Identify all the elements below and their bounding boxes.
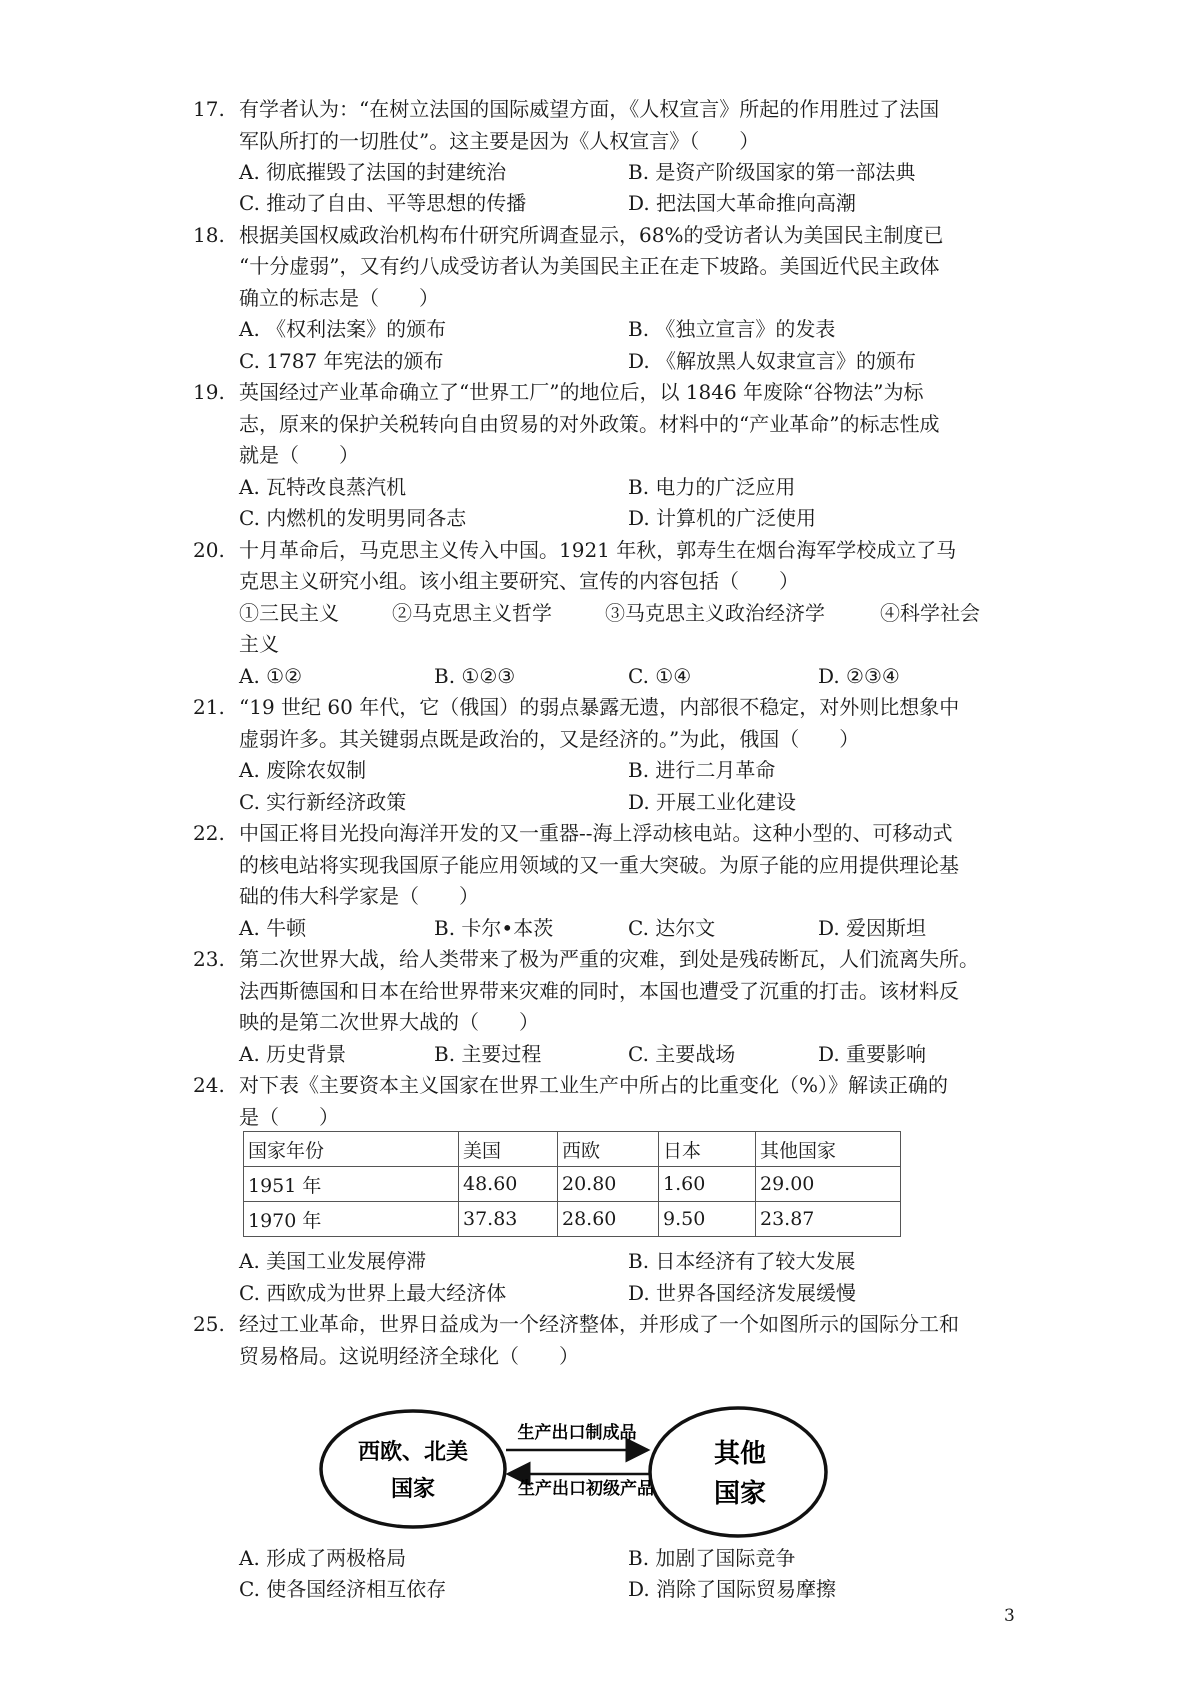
question-25-line-2: 贸易格局。这说明经济全球化（ ）	[239, 1344, 579, 1368]
question-number: 17.	[193, 97, 225, 121]
table-cell: 28.60	[558, 1202, 659, 1237]
table-header-cell: 西欧	[558, 1132, 659, 1167]
question-22-line-3: 础的伟大科学家是（ ）	[239, 884, 479, 908]
page-number: 3	[1004, 1606, 1015, 1626]
item-3: ③马克思主义政治经济学	[605, 601, 825, 625]
option-b[interactable]: B. 卡尔•本茨	[434, 916, 554, 940]
option-a[interactable]: A. 彻底摧毁了法国的封建统治	[239, 160, 507, 184]
table-cell: 20.80	[558, 1167, 659, 1202]
table-cell: 48.60	[459, 1167, 558, 1202]
question-21-line-1: 21. “19 世纪 60 年代，它（俄国）的弱点暴露无遗，内部很不稳定，对外则比想象中	[193, 695, 960, 719]
question-25-line-1: 25. 经过工业革命，世界日益成为一个经济整体，并形成了一个如图所示的国际分工和	[193, 1312, 959, 1336]
question-20-line-2: 克思主义研究小组。该小组主要研究、宣传的内容包括（ ）	[239, 569, 799, 593]
question-19-line-3: 就是（ ）	[239, 443, 359, 467]
option-d[interactable]: D. 重要影响	[818, 1042, 927, 1066]
question-17-line-2: 军队所打的一切胜仗”。这主要是因为《人权宣言》（ ）	[239, 129, 760, 153]
question-19-line-1: 19. 英国经过产业革命确立了“世界工厂”的地位后，以 1846 年废除“谷物法”为标	[193, 380, 924, 404]
item-1: ①三民主义	[239, 601, 339, 625]
table-header-cell: 美国	[459, 1132, 558, 1167]
industry-share-table	[243, 1131, 901, 1237]
option-a[interactable]: A. 历史背景	[239, 1042, 347, 1066]
question-17-line-1: 17. 有学者认为：“在树立法国的国际威望方面，《人权宣言》所起的作用胜过了法国	[193, 97, 940, 121]
option-a[interactable]: A. 形成了两极格局	[239, 1546, 407, 1570]
option-b[interactable]: B. 主要过程	[434, 1042, 542, 1066]
option-b[interactable]: B. 是资产阶级国家的第一部法典	[628, 160, 916, 184]
option-c[interactable]: C. 内燃机的发明男同各志	[239, 506, 467, 530]
question-number: 23.	[193, 947, 225, 971]
option-d[interactable]: D. ②③④	[818, 664, 900, 688]
option-c[interactable]: C. 推动了自由、平等思想的传播	[239, 191, 527, 215]
question-20-line-1: 20. 十月革命后，马克思主义传入中国。1921 年秋，郭寿生在烟台海军学校成立了马	[193, 538, 957, 562]
option-d[interactable]: D. 爱因斯坦	[818, 916, 927, 940]
table-row	[244, 1167, 901, 1202]
question-number: 22.	[193, 821, 225, 845]
trade-pattern-diagram	[318, 1404, 838, 1544]
table-cell: 1970 年	[244, 1202, 459, 1237]
table-cell: 23.87	[756, 1202, 901, 1237]
right-region-ellipse	[650, 1408, 826, 1536]
left-region-label: 国家	[390, 1477, 436, 1502]
item-4: ④科学社会	[880, 601, 980, 625]
option-d[interactable]: D. 把法国大革命推向高潮	[628, 191, 857, 215]
question-number: 20.	[193, 538, 225, 562]
table-cell: 9.50	[659, 1202, 756, 1237]
option-d[interactable]: D. 《解放黑人奴隶宣言》的颁布	[628, 349, 917, 373]
table-row	[244, 1202, 901, 1237]
left-region-ellipse	[321, 1411, 505, 1527]
question-19-line-2: 志，原来的保护关税转向自由贸易的对外政策。材料中的“产业革命”的标志性成	[239, 412, 940, 436]
option-a[interactable]: A. ①②	[239, 664, 303, 688]
question-number: 19.	[193, 380, 225, 404]
option-c[interactable]: C. 实行新经济政策	[239, 790, 407, 814]
question-24-line-1: 24. 对下表《主要资本主义国家在世界工业生产中所占的比重变化（%）》解读正确的	[193, 1073, 949, 1097]
table-header-cell: 国家年份	[244, 1132, 459, 1167]
option-c[interactable]: C. 使各国经济相互依存	[239, 1577, 447, 1601]
option-d[interactable]: D. 计算机的广泛使用	[628, 506, 817, 530]
table-cell: 1951 年	[244, 1167, 459, 1202]
option-a[interactable]: A. 美国工业发展停滞	[239, 1249, 427, 1273]
option-b[interactable]: B. ①②③	[434, 664, 516, 688]
option-c[interactable]: C. 达尔文	[628, 916, 716, 940]
option-b[interactable]: B. 进行二月革命	[628, 758, 776, 782]
question-number: 24.	[193, 1073, 225, 1097]
option-b[interactable]: B. 《独立宣言》的发表	[628, 317, 836, 341]
option-a[interactable]: A. 牛顿	[239, 916, 307, 940]
question-number: 25.	[193, 1312, 225, 1336]
question-18-line-1: 18. 根据美国权威政治机构布什研究所调查显示，68%的受访者认为美国民主制度已	[193, 223, 944, 247]
option-a[interactable]: A. 废除农奴制	[239, 758, 367, 782]
option-a[interactable]: A. 瓦特改良蒸汽机	[239, 475, 407, 499]
table-header-cell: 其他国家	[756, 1132, 901, 1167]
right-region-label: 其他	[713, 1439, 767, 1469]
question-22-line-2: 的核电站将实现我国原子能应用领域的又一重大突破。为原子能的应用提供理论基	[239, 853, 959, 877]
option-c[interactable]: C. 主要战场	[628, 1042, 736, 1066]
right-region-label: 国家	[713, 1479, 767, 1509]
question-18-line-3: 确立的标志是（ ）	[239, 286, 439, 310]
option-d[interactable]: D. 世界各国经济发展缓慢	[628, 1281, 857, 1305]
question-number: 21.	[193, 695, 225, 719]
table-cell: 1.60	[659, 1167, 756, 1202]
option-d[interactable]: D. 开展工业化建设	[628, 790, 797, 814]
question-23-line-1: 23. 第二次世界大战，给人类带来了极为严重的灾难，到处是残砖断瓦，人们流离失所。	[193, 947, 979, 971]
option-b[interactable]: B. 加剧了国际竞争	[628, 1546, 796, 1570]
option-c[interactable]: C. 西欧成为世界上最大经济体	[239, 1281, 507, 1305]
question-24-line-2: 是（ ）	[239, 1105, 339, 1129]
arrow-label-top: 生产出口制成品	[517, 1423, 637, 1443]
arrow-label-bottom: 生产出口初级产品	[518, 1479, 654, 1499]
item-2: ②马克思主义哲学	[392, 601, 552, 625]
table-cell: 29.00	[756, 1167, 901, 1202]
option-a[interactable]: A. 《权利法案》的颁布	[239, 317, 447, 341]
table-cell: 37.83	[459, 1202, 558, 1237]
table-header-row	[244, 1132, 901, 1167]
question-22-line-1: 22. 中国正将目光投向海洋开发的又一重器--海上浮动核电站。这种小型的、可移动式	[193, 821, 953, 845]
option-c[interactable]: C. 1787 年宪法的颁布	[239, 349, 444, 373]
option-d[interactable]: D. 消除了国际贸易摩擦	[628, 1577, 837, 1601]
question-21-line-2: 虚弱许多。其关键弱点既是政治的，又是经济的。”为此，俄国（ ）	[239, 727, 860, 751]
item-4-continued: 主义	[239, 632, 279, 656]
left-region-label: 西欧、北美	[357, 1440, 469, 1465]
option-b[interactable]: B. 电力的广泛应用	[628, 475, 796, 499]
question-number: 18.	[193, 223, 225, 247]
question-18-line-2: “十分虚弱”，又有约八成受访者认为美国民主正在走下坡路。美国近代民主政体	[239, 254, 940, 278]
option-b[interactable]: B. 日本经济有了较大发展	[628, 1249, 856, 1273]
question-23-line-2: 法西斯德国和日本在给世界带来灾难的同时，本国也遭受了沉重的打击。该材料反	[239, 979, 959, 1003]
question-23-line-3: 映的是第二次世界大战的（ ）	[239, 1010, 539, 1034]
option-c[interactable]: C. ①④	[628, 664, 692, 688]
table-header-cell: 日本	[659, 1132, 756, 1167]
